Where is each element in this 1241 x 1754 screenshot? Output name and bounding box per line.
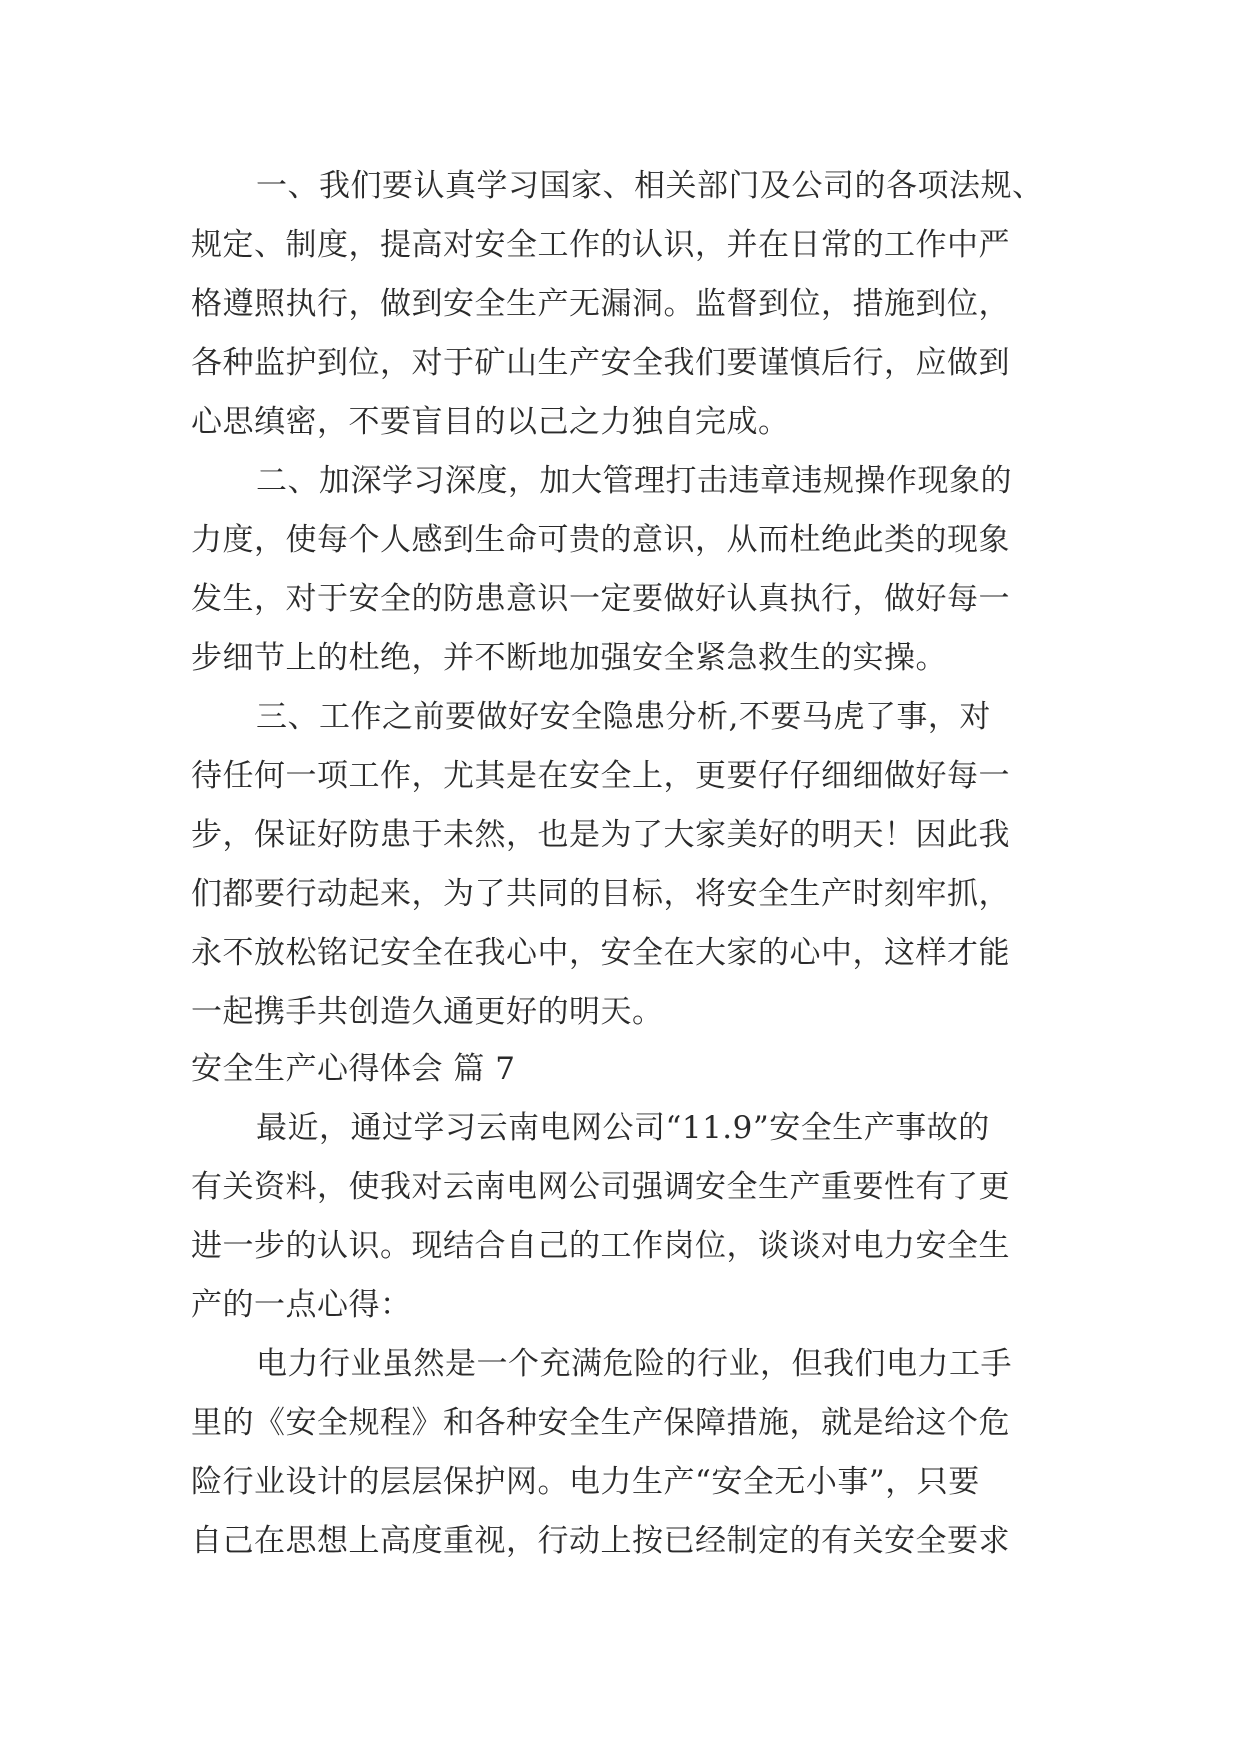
paragraph-5-line-2: 里的《安全规程》和各种安全生产保障措施，就是给这个危 <box>191 1405 1010 1441</box>
paragraph-5-line-1: 电力行业虽然是一个充满危险的行业，但我们电力工手 <box>256 1346 1012 1382</box>
paragraph-4-line-1: 最近，通过学习云南电网公司“11.9”安全生产事故的 <box>256 1110 990 1146</box>
paragraph-4-line-3: 进一步的认识。现结合自己的工作岗位，谈谈对电力安全生 <box>191 1228 1010 1264</box>
paragraph-2-line-2: 力度，使每个人感到生命可贵的意识，从而杜绝此类的现象 <box>191 522 1010 558</box>
paragraph-3-line-6: 一起携手共创造久通更好的明天。 <box>191 994 664 1030</box>
paragraph-1-line-2: 规定、制度，提高对安全工作的认识，并在日常的工作中严 <box>191 227 1010 263</box>
paragraph-4-line-4: 产的一点心得： <box>191 1287 412 1323</box>
paragraph-1-line-4: 各种监护到位，对于矿山生产安全我们要谨慎后行，应做到 <box>191 345 1010 381</box>
paragraph-1-line-1: 一、我们要认真学习国家、相关部门及公司的各项法规、 <box>256 168 1044 204</box>
paragraph-5-line-3: 险行业设计的层层保护网。电力生产“安全无小事”，只要 <box>191 1464 980 1500</box>
paragraph-2-line-4: 步细节上的杜绝，并不断地加强安全紧急救生的实操。 <box>191 640 947 676</box>
paragraph-3-line-3: 步，保证好防患于未然，也是为了大家美好的明天！因此我 <box>191 817 1010 853</box>
paragraph-3-line-4: 们都要行动起来，为了共同的目标，将安全生产时刻牢抓， <box>191 876 1010 912</box>
paragraph-1-line-3: 格遵照执行，做到安全生产无漏洞。监督到位，措施到位， <box>191 286 1010 322</box>
paragraph-4-line-2: 有关资料，使我对云南电网公司强调安全生产重要性有了更 <box>191 1169 1010 1205</box>
paragraph-1-line-5: 心思缜密，不要盲目的以己之力独自完成。 <box>191 404 790 440</box>
paragraph-3-line-1: 三、工作之前要做好安全隐患分析,不要马虎了事，对 <box>256 699 991 735</box>
paragraph-2-line-1: 二、加深学习深度，加大管理打击违章违规操作现象的 <box>256 463 1012 499</box>
paragraph-5-line-4: 自己在思想上高度重视，行动上按已经制定的有关安全要求 <box>191 1523 1010 1559</box>
section-heading: 安全生产心得体会 篇 7 <box>191 1051 516 1087</box>
paragraph-3-line-2: 待任何一项工作，尤其是在安全上，更要仔仔细细做好每一 <box>191 758 1010 794</box>
paragraph-2-line-3: 发生，对于安全的防患意识一定要做好认真执行，做好每一 <box>191 581 1010 617</box>
paragraph-3-line-5: 永不放松铭记安全在我心中，安全在大家的心中，这样才能 <box>191 935 1010 971</box>
